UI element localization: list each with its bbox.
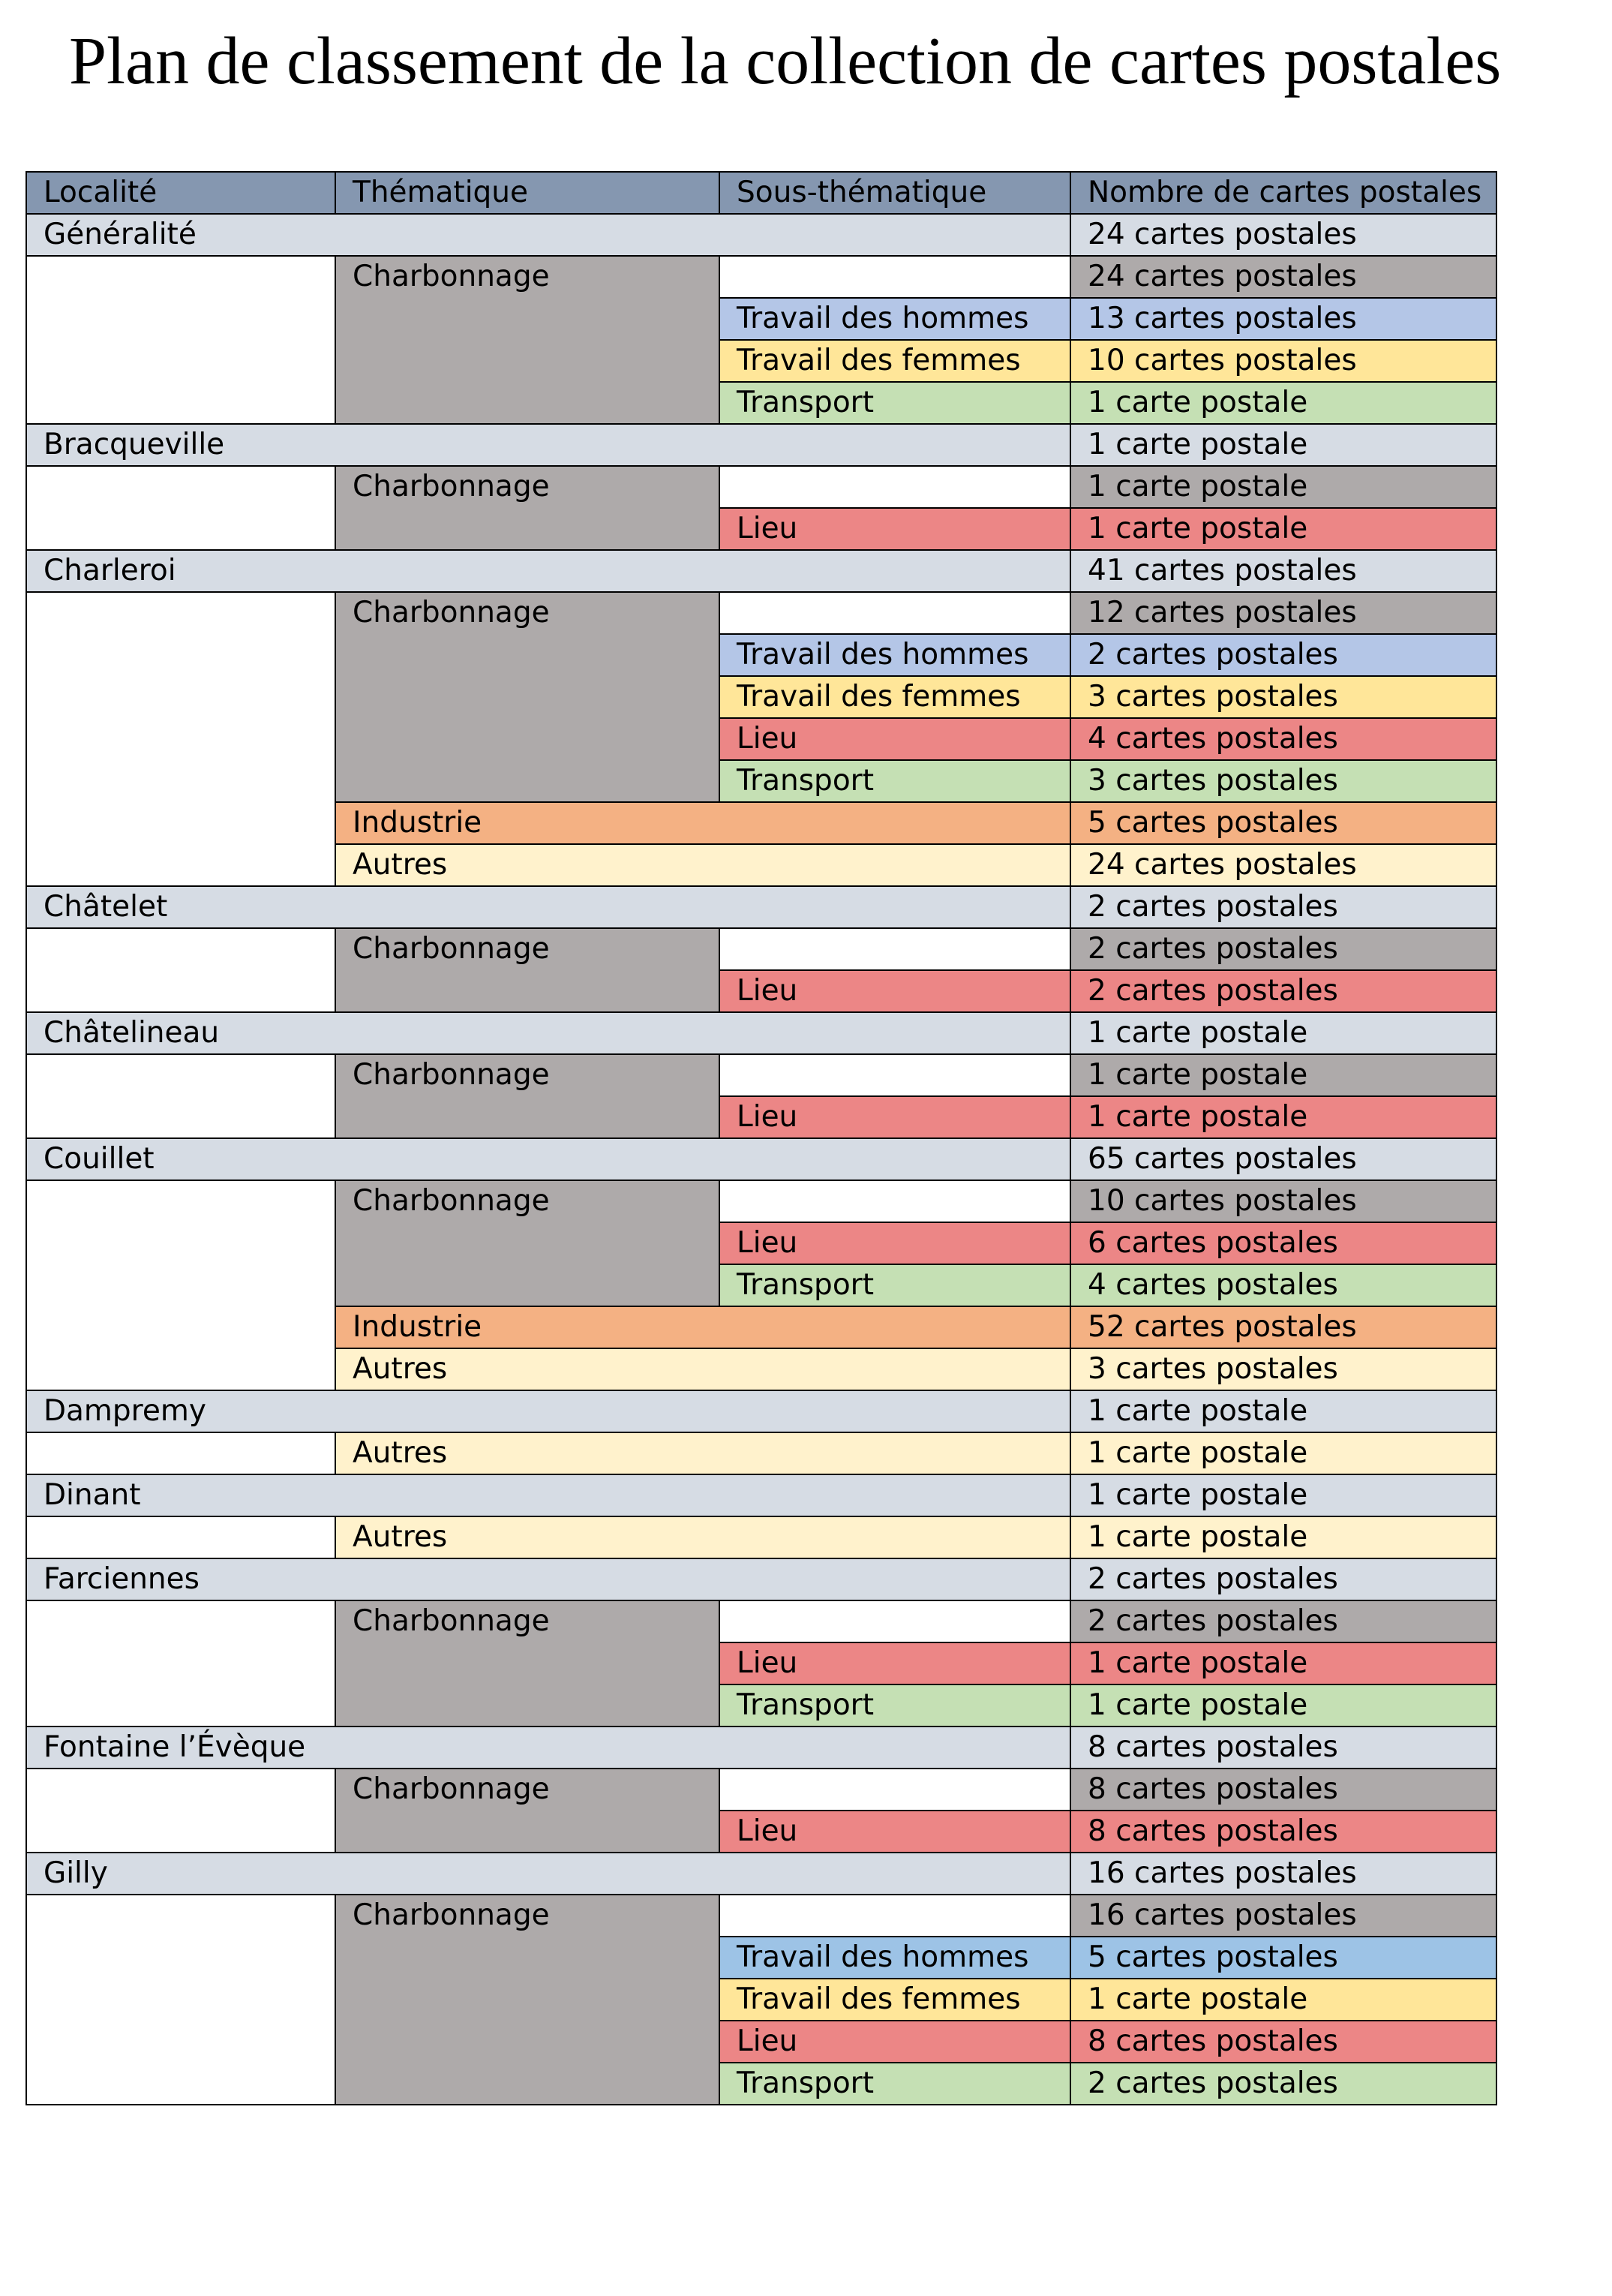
- locality-total: 1 carte postale: [1070, 424, 1496, 466]
- document-title: Plan de classement de la collection de cartes postales: [69, 24, 1502, 98]
- header-localite: Localité: [26, 172, 335, 214]
- locality-name: Gilly: [26, 1853, 1070, 1895]
- locality-row: [26, 1727, 1496, 1769]
- subtheme-name: Travail des femmes: [719, 1979, 1070, 2021]
- header-sous-thematique: Sous-thématique: [719, 172, 1070, 214]
- theme-name-charbonnage: Charbonnage: [335, 1054, 719, 1138]
- theme-count: 8 cartes postales: [1070, 1769, 1496, 1811]
- locality-spacer: [26, 1432, 335, 1474]
- locality-total: 8 cartes postales: [1070, 1727, 1496, 1769]
- theme-row: [26, 256, 1496, 298]
- locality-total: 1 carte postale: [1070, 1474, 1496, 1516]
- subtheme-count: 2 cartes postales: [1070, 634, 1496, 676]
- theme-count: 1 carte postale: [1070, 1432, 1496, 1474]
- theme-row: [26, 1600, 1496, 1642]
- locality-name: Dampremy: [26, 1390, 1070, 1432]
- locality-spacer: [26, 1054, 335, 1138]
- theme-name-charbonnage: Charbonnage: [335, 928, 719, 1012]
- locality-spacer: [26, 928, 335, 1012]
- subtheme-name: Transport: [719, 2063, 1070, 2105]
- subtheme-count: 8 cartes postales: [1070, 2021, 1496, 2063]
- theme-row: [26, 928, 1496, 970]
- subtheme-count: 1 carte postale: [1070, 382, 1496, 424]
- subtheme-empty: [719, 1180, 1070, 1222]
- theme-count: 12 cartes postales: [1070, 592, 1496, 634]
- theme-name-charbonnage: Charbonnage: [335, 1895, 719, 2105]
- theme-row: [26, 592, 1496, 634]
- locality-spacer: [26, 1769, 335, 1853]
- theme-name-charbonnage: Charbonnage: [335, 1600, 719, 1727]
- theme-name: Industrie: [335, 1306, 1070, 1348]
- subtheme-count: 1 carte postale: [1070, 508, 1496, 550]
- subtheme-count: 4 cartes postales: [1070, 718, 1496, 760]
- locality-spacer: [26, 592, 335, 886]
- subtheme-count: 8 cartes postales: [1070, 1811, 1496, 1853]
- header-row: [26, 172, 1496, 214]
- locality-row: [26, 1853, 1496, 1895]
- subtheme-name: Lieu: [719, 1096, 1070, 1138]
- theme-count: 3 cartes postales: [1070, 1348, 1496, 1390]
- subtheme-count: 1 carte postale: [1070, 1096, 1496, 1138]
- locality-name: Fontaine l’Évèque: [26, 1727, 1070, 1769]
- locality-row: [26, 214, 1496, 256]
- theme-name: Autres: [335, 1348, 1070, 1390]
- locality-name: Farciennes: [26, 1558, 1070, 1600]
- locality-spacer: [26, 1895, 335, 2105]
- theme-row: [26, 1180, 1496, 1222]
- theme-row: [26, 1895, 1496, 1937]
- theme-count: 1 carte postale: [1070, 466, 1496, 508]
- theme-name-charbonnage: Charbonnage: [335, 1769, 719, 1853]
- subtheme-count: 13 cartes postales: [1070, 298, 1496, 340]
- subtheme-count: 2 cartes postales: [1070, 2063, 1496, 2105]
- subtheme-name: Transport: [719, 1264, 1070, 1306]
- subtheme-name: Lieu: [719, 508, 1070, 550]
- theme-count: 24 cartes postales: [1070, 844, 1496, 886]
- locality-total: 41 cartes postales: [1070, 550, 1496, 592]
- subtheme-count: 3 cartes postales: [1070, 760, 1496, 802]
- subtheme-count: 4 cartes postales: [1070, 1264, 1496, 1306]
- subtheme-name: Travail des femmes: [719, 340, 1070, 382]
- table-body: [26, 214, 1496, 2105]
- locality-name: Couillet: [26, 1138, 1070, 1180]
- locality-row: [26, 1012, 1496, 1054]
- locality-row: [26, 550, 1496, 592]
- subtheme-empty: [719, 1769, 1070, 1811]
- theme-row: [26, 1054, 1496, 1096]
- subtheme-empty: [719, 1600, 1070, 1642]
- theme-row: [26, 1432, 1496, 1474]
- theme-row: [26, 466, 1496, 508]
- theme-count: 2 cartes postales: [1070, 1600, 1496, 1642]
- subtheme-name: Lieu: [719, 1222, 1070, 1264]
- locality-total: 65 cartes postales: [1070, 1138, 1496, 1180]
- subtheme-empty: [719, 592, 1070, 634]
- locality-spacer: [26, 1516, 335, 1558]
- subtheme-count: 2 cartes postales: [1070, 970, 1496, 1012]
- theme-name: Autres: [335, 844, 1070, 886]
- subtheme-name: Transport: [719, 760, 1070, 802]
- locality-row: [26, 886, 1496, 928]
- locality-row: [26, 1138, 1496, 1180]
- subtheme-name: Lieu: [719, 970, 1070, 1012]
- locality-total: 2 cartes postales: [1070, 1558, 1496, 1600]
- subtheme-empty: [719, 1895, 1070, 1937]
- subtheme-count: 6 cartes postales: [1070, 1222, 1496, 1264]
- theme-count: 10 cartes postales: [1070, 1180, 1496, 1222]
- locality-row: [26, 424, 1496, 466]
- locality-spacer: [26, 1600, 335, 1727]
- locality-spacer: [26, 256, 335, 424]
- subtheme-count: 5 cartes postales: [1070, 1937, 1496, 1979]
- subtheme-count: 1 carte postale: [1070, 1642, 1496, 1684]
- theme-count: 52 cartes postales: [1070, 1306, 1496, 1348]
- theme-name: Industrie: [335, 802, 1070, 844]
- subtheme-count: 10 cartes postales: [1070, 340, 1496, 382]
- subtheme-name: Travail des hommes: [719, 298, 1070, 340]
- theme-count: 5 cartes postales: [1070, 802, 1496, 844]
- locality-total: 16 cartes postales: [1070, 1853, 1496, 1895]
- locality-name: Généralité: [26, 214, 1070, 256]
- theme-count: 24 cartes postales: [1070, 256, 1496, 298]
- locality-total: 24 cartes postales: [1070, 214, 1496, 256]
- theme-name-charbonnage: Charbonnage: [335, 592, 719, 802]
- locality-spacer: [26, 1180, 335, 1390]
- locality-total: 2 cartes postales: [1070, 886, 1496, 928]
- subtheme-name: Travail des hommes: [719, 634, 1070, 676]
- theme-count: 16 cartes postales: [1070, 1895, 1496, 1937]
- subtheme-empty: [719, 466, 1070, 508]
- locality-name: Dinant: [26, 1474, 1070, 1516]
- subtheme-empty: [719, 256, 1070, 298]
- subtheme-name: Lieu: [719, 1811, 1070, 1853]
- subtheme-name: Lieu: [719, 1642, 1070, 1684]
- subtheme-count: 1 carte postale: [1070, 1684, 1496, 1727]
- locality-name: Charleroi: [26, 550, 1070, 592]
- header-nombre: Nombre de cartes postales: [1070, 172, 1496, 214]
- theme-name: Autres: [335, 1432, 1070, 1474]
- theme-name-charbonnage: Charbonnage: [335, 256, 719, 424]
- subtheme-empty: [719, 1054, 1070, 1096]
- locality-total: 1 carte postale: [1070, 1390, 1496, 1432]
- locality-name: Châtelet: [26, 886, 1070, 928]
- subtheme-name: Travail des hommes: [719, 1937, 1070, 1979]
- theme-count: 1 carte postale: [1070, 1054, 1496, 1096]
- theme-count: 2 cartes postales: [1070, 928, 1496, 970]
- subtheme-name: Lieu: [719, 2021, 1070, 2063]
- locality-name: Châtelineau: [26, 1012, 1070, 1054]
- subtheme-empty: [719, 928, 1070, 970]
- subtheme-name: Transport: [719, 1684, 1070, 1727]
- subtheme-count: 3 cartes postales: [1070, 676, 1496, 718]
- subtheme-count: 1 carte postale: [1070, 1979, 1496, 2021]
- theme-name: Autres: [335, 1516, 1070, 1558]
- theme-row: [26, 1769, 1496, 1811]
- locality-spacer: [26, 466, 335, 550]
- subtheme-name: Lieu: [719, 718, 1070, 760]
- theme-row: [26, 1516, 1496, 1558]
- theme-count: 1 carte postale: [1070, 1516, 1496, 1558]
- classification-table: [26, 171, 1497, 2105]
- subtheme-name: Travail des femmes: [719, 676, 1070, 718]
- subtheme-name: Transport: [719, 382, 1070, 424]
- locality-name: Bracqueville: [26, 424, 1070, 466]
- locality-row: [26, 1474, 1496, 1516]
- locality-row: [26, 1558, 1496, 1600]
- header-thematique: Thématique: [335, 172, 719, 214]
- theme-name-charbonnage: Charbonnage: [335, 466, 719, 550]
- locality-total: 1 carte postale: [1070, 1012, 1496, 1054]
- theme-name-charbonnage: Charbonnage: [335, 1180, 719, 1306]
- locality-row: [26, 1390, 1496, 1432]
